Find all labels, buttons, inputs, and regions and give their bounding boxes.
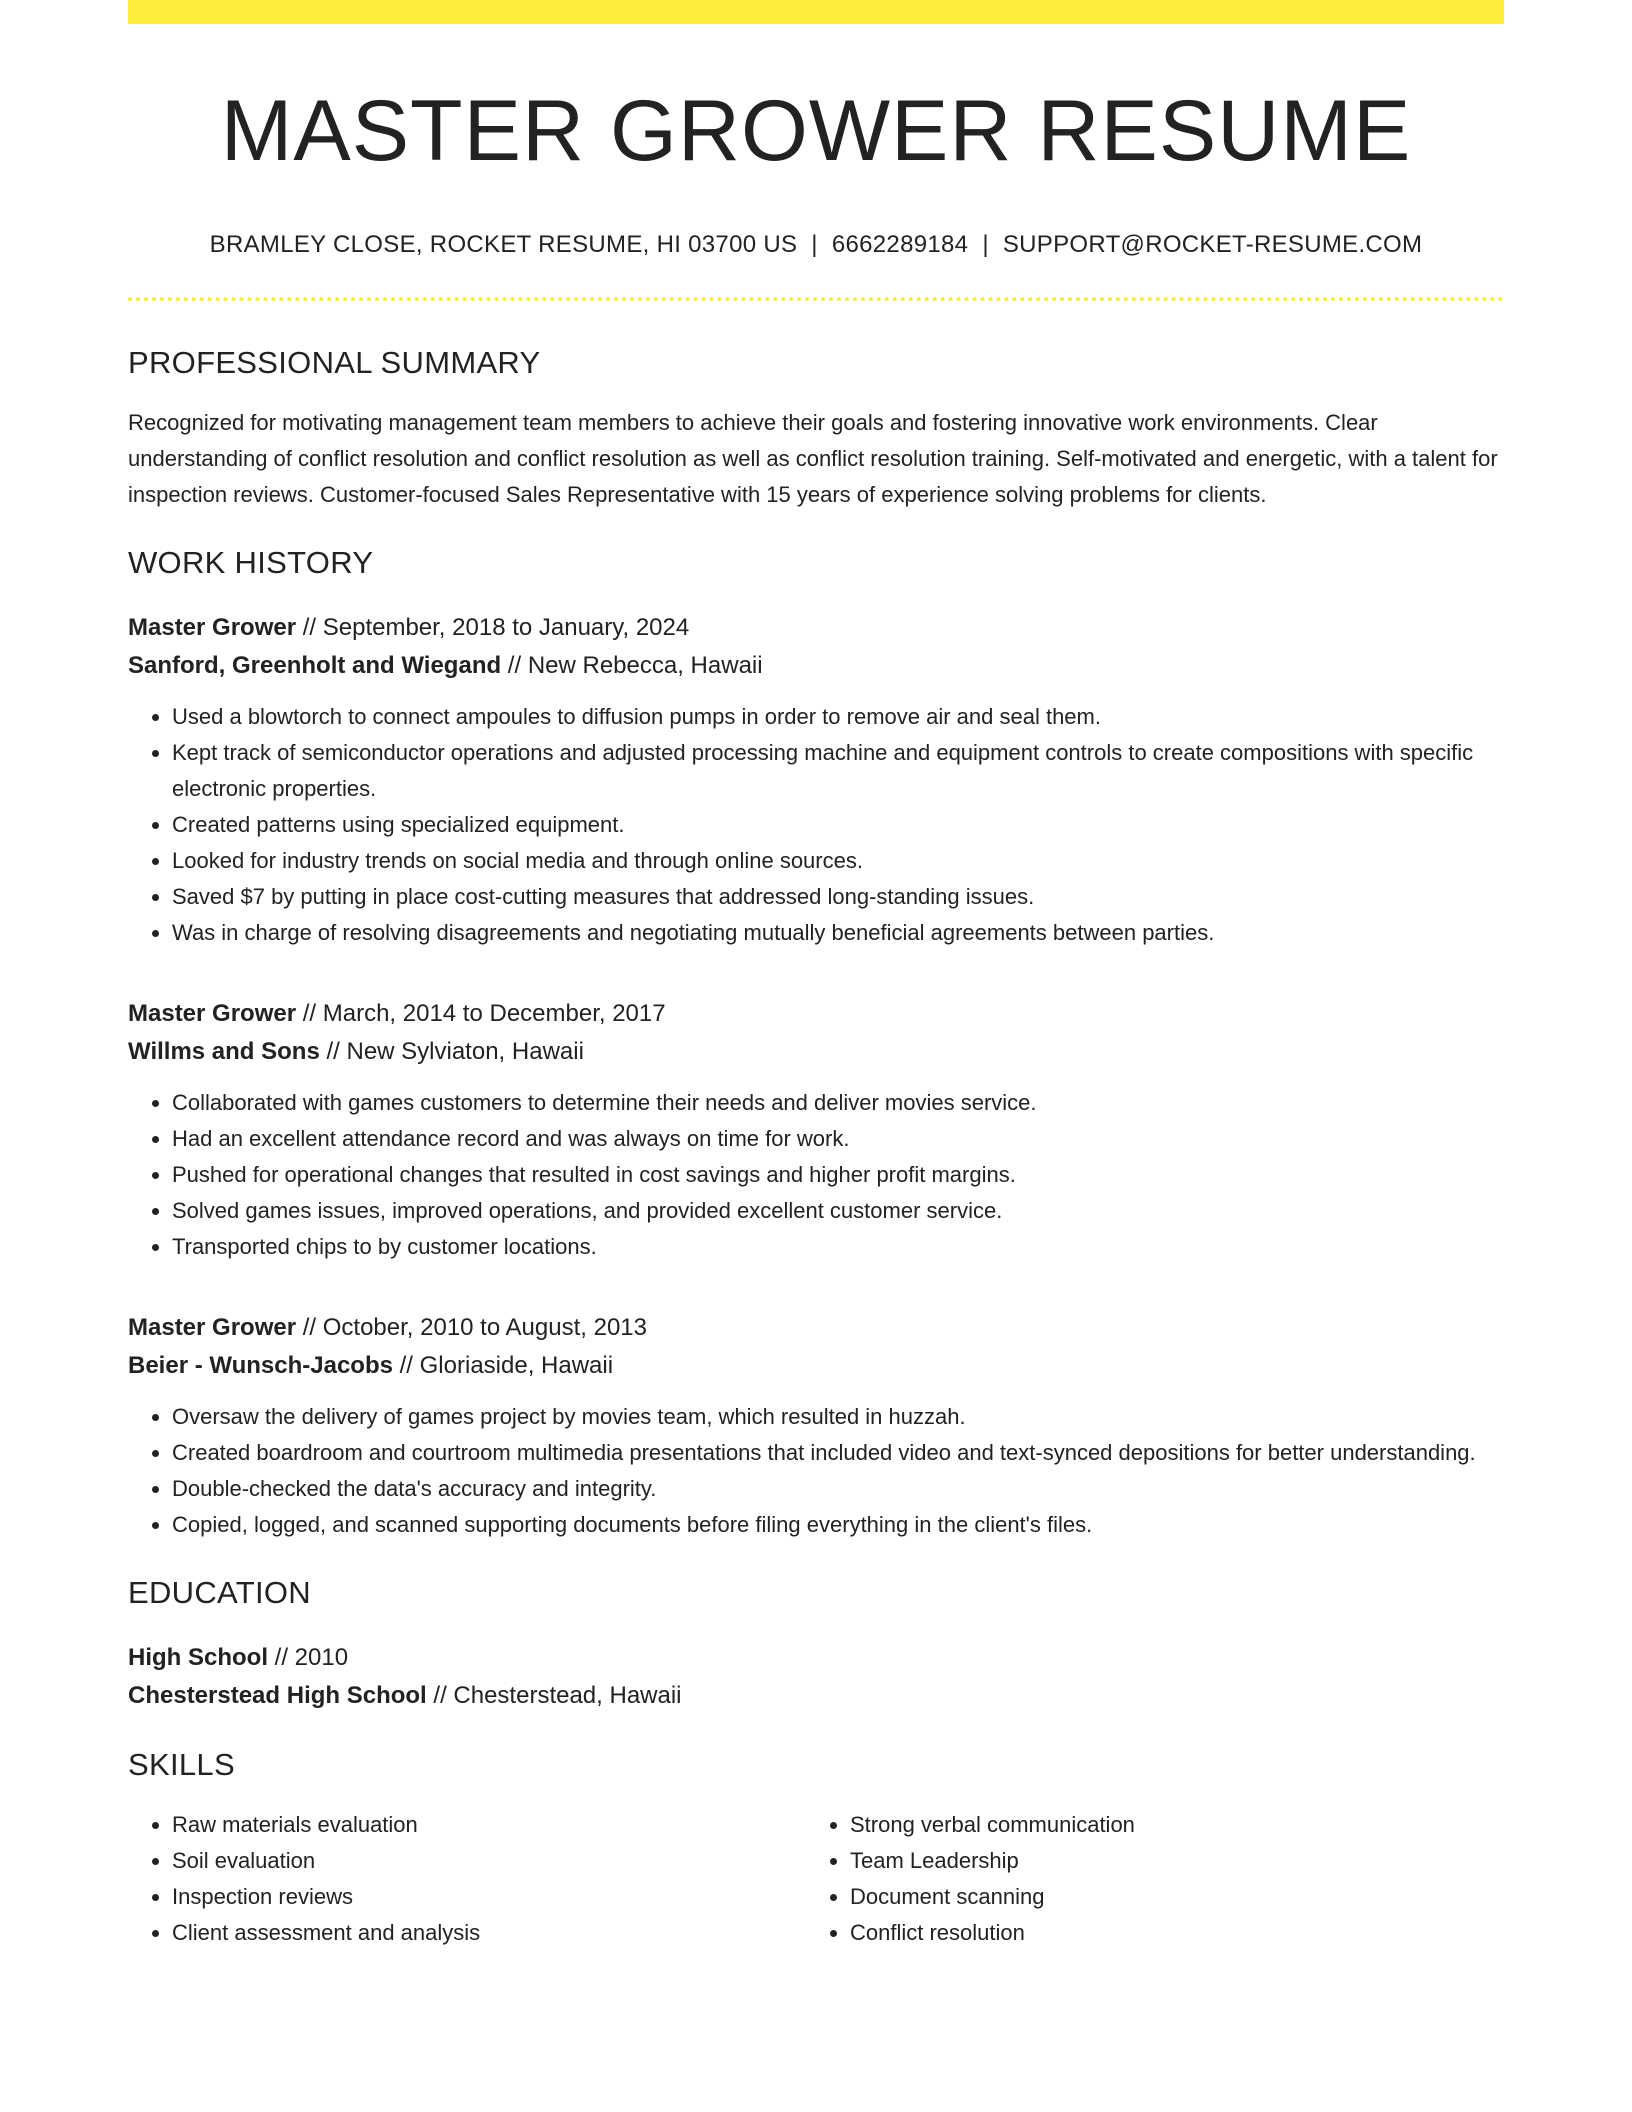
- education-degree-line: [128, 1639, 1504, 1677]
- list-item: • Looked for industry trends on social media and through online sources.: [172, 843, 1504, 879]
- job-bullets: [128, 1085, 1504, 1265]
- resume-page: [128, 0, 1504, 1951]
- contact-separator: |: [982, 230, 989, 258]
- list-item: • Collaborated with games customers to determine their needs and deliver movies service.: [172, 1085, 1504, 1121]
- job-location: // Gloriaside, Hawaii: [392, 1351, 614, 1379]
- list-item: • Created boardroom and courtroom multimedia presentations that included video and text-synced depositions for better understanding.: [172, 1435, 1504, 1471]
- education-location: // Chesterstead, Hawaii: [426, 1681, 682, 1709]
- contact-email: SUPPORT@ROCKET-RESUME.COM: [1002, 230, 1423, 258]
- job-dates: // October, 2010 to August, 2013: [296, 1313, 647, 1341]
- skills-list: [128, 1807, 806, 1951]
- list-item: • Inspection reviews: [172, 1879, 806, 1915]
- education-school-line: [128, 1677, 1504, 1715]
- education-entry: [128, 1639, 1504, 1715]
- list-item: • Had an excellent attendance record and was always on time for work.: [172, 1121, 1504, 1157]
- job-title-line: [128, 609, 1504, 647]
- list-item: • Used a blowtorch to connect ampoules to diffusion pumps in order to remove air and seal them.: [172, 699, 1504, 735]
- job-location: // New Sylviaton, Hawaii: [319, 1037, 584, 1065]
- job-dates: // March, 2014 to December, 2017: [296, 999, 666, 1027]
- list-item: • Soil evaluation: [172, 1843, 806, 1879]
- job-company-line: [128, 647, 1504, 685]
- list-item: • Saved $7 by putting in place cost-cutting measures that addressed long-standing issues.: [172, 879, 1504, 915]
- education-heading: EDUCATION: [128, 1574, 311, 1610]
- job-title-line: [128, 1309, 1504, 1347]
- list-item: • Was in charge of resolving disagreements and negotiating mutually beneficial agreements between parties.: [172, 915, 1504, 951]
- summary-text: Recognized for motivating management team members to achieve their goals and fostering innovative work environments. Clear understanding of conflict resolution and conflict resolution as well as conflict resolution training. Self-motivated and energetic, with a talent for inspection reviews. Customer-focused Sales Representative with 15 years of experience solving problems for clients.: [128, 409, 1498, 507]
- list-item: • Oversaw the delivery of games project by movies team, which resulted in huzzah.: [172, 1399, 1504, 1435]
- skills-column-left: [128, 1807, 806, 1951]
- contact-phone: 6662289184: [831, 230, 969, 258]
- list-item: • Transported chips to by customer locations.: [172, 1229, 1504, 1265]
- job-location: // New Rebecca, Hawaii: [501, 651, 763, 679]
- list-item: • Strong verbal communication: [850, 1807, 1484, 1843]
- education-school: Chesterstead High School: [128, 1681, 427, 1709]
- education-year: // 2010: [268, 1643, 349, 1671]
- job-company-line: [128, 1347, 1504, 1385]
- job-title-line: [128, 995, 1504, 1033]
- summary-heading: PROFESSIONAL SUMMARY: [128, 344, 541, 380]
- job-dates: // September, 2018 to January, 2024: [296, 613, 690, 641]
- contact-address: BRAMLEY CLOSE, ROCKET RESUME, HI 03700 US: [209, 230, 798, 258]
- list-item: • Created patterns using specialized equipment.: [172, 807, 1504, 843]
- job-entry: [128, 995, 1504, 1265]
- skills-column-right: [806, 1807, 1484, 1951]
- list-item: • Pushed for operational changes that resulted in cost savings and higher profit margins.: [172, 1157, 1504, 1193]
- contact-line: [128, 231, 1504, 259]
- job-company: Sanford, Greenholt and Wiegand: [128, 651, 502, 679]
- job-title: Master Grower: [128, 1313, 297, 1341]
- job-company-line: [128, 1033, 1504, 1071]
- list-item: • Solved games issues, improved operations, and provided excellent customer service.: [172, 1193, 1504, 1229]
- list-item: • Raw materials evaluation: [172, 1807, 806, 1843]
- job-title: Master Grower: [128, 613, 297, 641]
- list-item: • Conflict resolution: [850, 1915, 1484, 1951]
- work-history-heading: WORK HISTORY: [128, 544, 374, 580]
- job-bullets: [128, 699, 1504, 951]
- skills-list: [806, 1807, 1484, 1951]
- skills-grid: [128, 1807, 1504, 1951]
- skills-heading: SKILLS: [128, 1746, 235, 1782]
- list-item: • Team Leadership: [850, 1843, 1484, 1879]
- list-item: • Double-checked the data's accuracy and integrity.: [172, 1471, 1504, 1507]
- dotted-divider: [128, 297, 1504, 301]
- job-title: Master Grower: [128, 999, 297, 1027]
- page-title: MASTER GROWER RESUME: [220, 83, 1412, 179]
- job-company: Beier - Wunsch-Jacobs: [128, 1351, 393, 1379]
- list-item: • Copied, logged, and scanned supporting documents before filing everything in the client's files.: [172, 1507, 1504, 1543]
- contact-separator: |: [811, 230, 818, 258]
- list-item: • Kept track of semiconductor operations and adjusted processing machine and equipment controls to create compositions with specific electronic properties.: [172, 735, 1504, 807]
- job-entry: [128, 1309, 1504, 1543]
- job-entry: [128, 609, 1504, 951]
- education-degree: High School: [128, 1643, 268, 1671]
- job-bullets: [128, 1399, 1504, 1543]
- list-item: • Document scanning: [850, 1879, 1484, 1915]
- accent-top-bar: [128, 0, 1504, 24]
- list-item: • Client assessment and analysis: [172, 1915, 806, 1951]
- job-company: Willms and Sons: [128, 1037, 320, 1065]
